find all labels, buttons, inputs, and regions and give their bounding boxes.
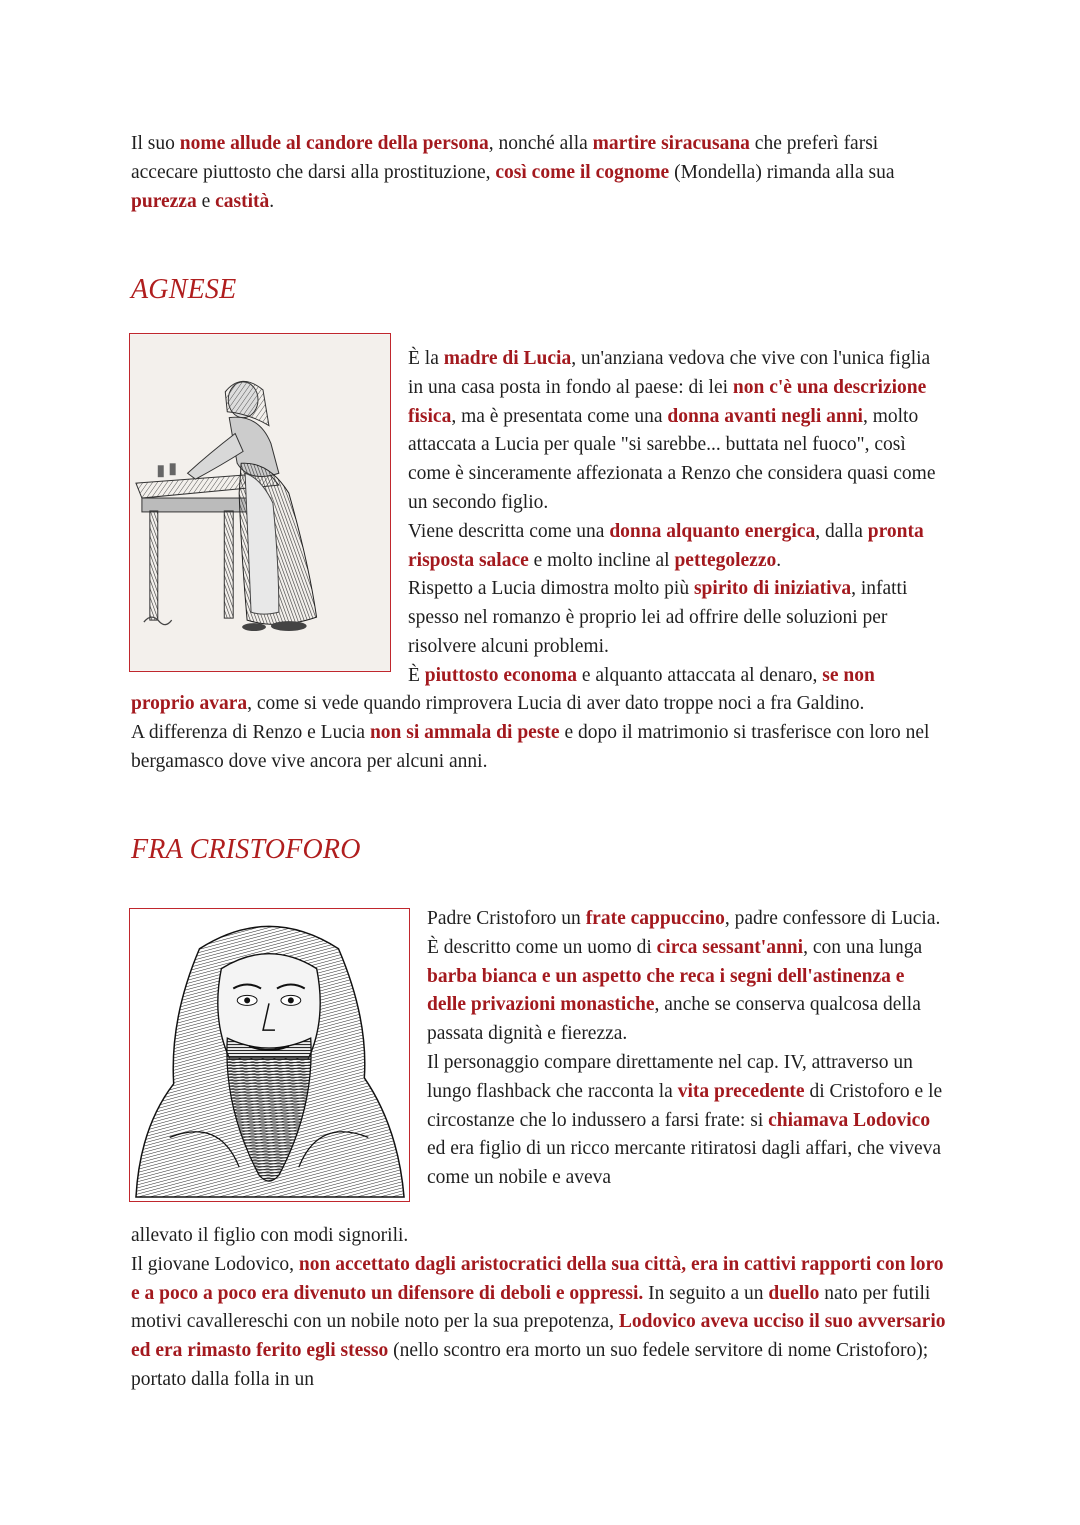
body-text: . [269, 190, 275, 212]
body-text: che preferì farsi accecare piuttosto che darsi alla prostituzione, [131, 133, 879, 183]
highlighted-text: vita precedente [677, 1080, 805, 1102]
agnese-paragraph-3 [408, 575, 948, 661]
cristoforo-paragraph-1 [427, 905, 947, 934]
body-text: , come si vede quando rimprovera Lucia di aver dato troppe noci a fra Galdino. [247, 693, 865, 714]
highlighted-text: Lodovico aveva ucciso il suo avversario ed era rimasto ferito egli stesso [131, 1311, 946, 1362]
cristoforo-paragraph-4 [131, 1222, 946, 1251]
body-text: , ma è presentata come una [451, 405, 668, 427]
cristoforo-illustration [129, 908, 410, 1202]
highlighted-text: pettegolezzo [674, 549, 777, 571]
body-text: , dalla [815, 520, 868, 542]
highlighted-text: circa sessant'anni [656, 936, 804, 958]
highlighted-text: spirito di iniziativa [693, 578, 852, 600]
body-text: A differenza di Renzo e Lucia [131, 721, 370, 743]
highlighted-text: così come il cognome [495, 161, 670, 183]
highlighted-text: piuttosto economa [424, 664, 577, 686]
body-text: ed era figlio di un ricco mercante ritiratosi dagli affari, che viveva come un nobile e aveva [427, 1138, 941, 1189]
body-text: È la [408, 348, 444, 369]
body-text: È descritto come un uomo di [427, 936, 657, 958]
highlighted-text: non si ammala di peste [369, 721, 560, 743]
woman-engraving-icon [130, 334, 390, 671]
highlighted-text: se non [822, 664, 875, 686]
cristoforo-description-full [131, 1222, 946, 1395]
highlighted-text: donna avanti negli anni [667, 405, 863, 427]
body-text: allevato il figlio con modi signorili. [131, 1225, 409, 1246]
body-text: Il suo [131, 133, 180, 154]
body-text: nato per futili motivi cavallereschi con un nobile noto per la sua prepotenza, [131, 1282, 931, 1333]
body-text: Il personaggio compare direttamente nel cap. IV, attraverso un lungo flashback che racconta la [427, 1051, 913, 1102]
agnese-heading: AGNESE [131, 274, 237, 305]
highlighted-text: donna alquanto energica [609, 520, 816, 542]
highlighted-text: duello [768, 1282, 820, 1304]
highlighted-text: non c'è una descrizione fisica [408, 376, 927, 427]
highlighted-text: madre di Lucia [443, 348, 572, 369]
body-text: Rispetto a Lucia dimostra molto più [408, 578, 694, 600]
highlighted-text: martire siracusana [592, 133, 750, 154]
cristoforo-paragraph-3 [427, 1049, 947, 1193]
body-text: , anche se conserva qualcosa della passata dignità e fierezza. [427, 994, 921, 1045]
highlighted-text: castità [215, 190, 270, 212]
body-text: (nello scontro era morto un suo fedele servitore di nome Cristoforo); portato dalla folla in un [131, 1340, 929, 1390]
highlighted-text: non accettato dagli aristocratici della sua città, era in cattivi rapporti con loro e a poco a poco era divenuto un difensore di deboli e oppressi. [131, 1253, 944, 1304]
highlighted-text: barba bianca e un aspetto che reca i segni dell'astinenza e delle privazioni monastiche [427, 965, 905, 1016]
highlighted-text: pronta risposta salace [408, 520, 924, 571]
body-text: , padre confessore di Lucia. [724, 908, 941, 929]
cristoforo-paragraph-5 [131, 1251, 946, 1395]
cristoforo-description-right [427, 905, 947, 1193]
body-text: e [196, 190, 216, 212]
body-text: , un'anziana vedova che vive con l'unica figlia in una casa posta in fondo al paese: di lei [408, 348, 931, 398]
agnese-paragraph-5 [131, 690, 891, 719]
body-text: , con una lunga [803, 936, 923, 958]
agnese-paragraph-6 [131, 719, 931, 777]
body-text: e alquanto attaccata al denaro, [577, 664, 823, 686]
body-text: , infatti spesso nel romanzo è proprio lei ad offrire delle soluzioni per risolvere alcuni problemi. [408, 578, 908, 657]
cristoforo-heading: FRA CRISTOFORO [131, 834, 361, 865]
highlighted-text: chiamava Lodovico [768, 1109, 931, 1131]
body-text: , molto attaccata a Lucia per quale "si sarebbe... buttata nel fuoco", così come è sinceramente affezionata a Renzo che considera quasi come un secondo figlio. [408, 405, 936, 513]
highlighted-text: purezza [131, 190, 197, 212]
agnese-illustration [129, 333, 391, 672]
intro-paragraph [131, 130, 931, 216]
body-text: . [776, 549, 782, 571]
body-text: In seguito a un [643, 1282, 769, 1304]
agnese-paragraph-2 [408, 518, 948, 576]
body-text: , nonché alla [488, 133, 593, 154]
cristoforo-paragraph-2 [427, 934, 947, 1049]
friar-portrait-icon [130, 909, 409, 1201]
body-text: e molto incline al [528, 549, 675, 571]
agnese-description-full [131, 690, 941, 776]
highlighted-text: nome allude al candore della persona [179, 133, 489, 154]
body-text: e dopo il matrimonio si trasferisce con loro nel bergamasco dove vive ancora per alcuni anni. [131, 721, 930, 772]
body-text: Il giovane Lodovico, [131, 1253, 299, 1275]
body-text: Padre Cristoforo un [427, 908, 586, 929]
highlighted-text: proprio avara [131, 693, 248, 714]
body-text: Viene descritta come una [408, 520, 610, 542]
agnese-paragraph-4 [408, 662, 948, 691]
body-text: (Mondella) rimanda alla sua [669, 161, 895, 183]
agnese-description-right [408, 345, 948, 691]
highlighted-text: frate cappuccino [585, 908, 725, 929]
body-text: di Cristoforo e le circostanze che lo indussero a farsi frate: si [427, 1080, 943, 1131]
body-text: È [408, 664, 425, 686]
agnese-paragraph-1 [408, 345, 948, 518]
